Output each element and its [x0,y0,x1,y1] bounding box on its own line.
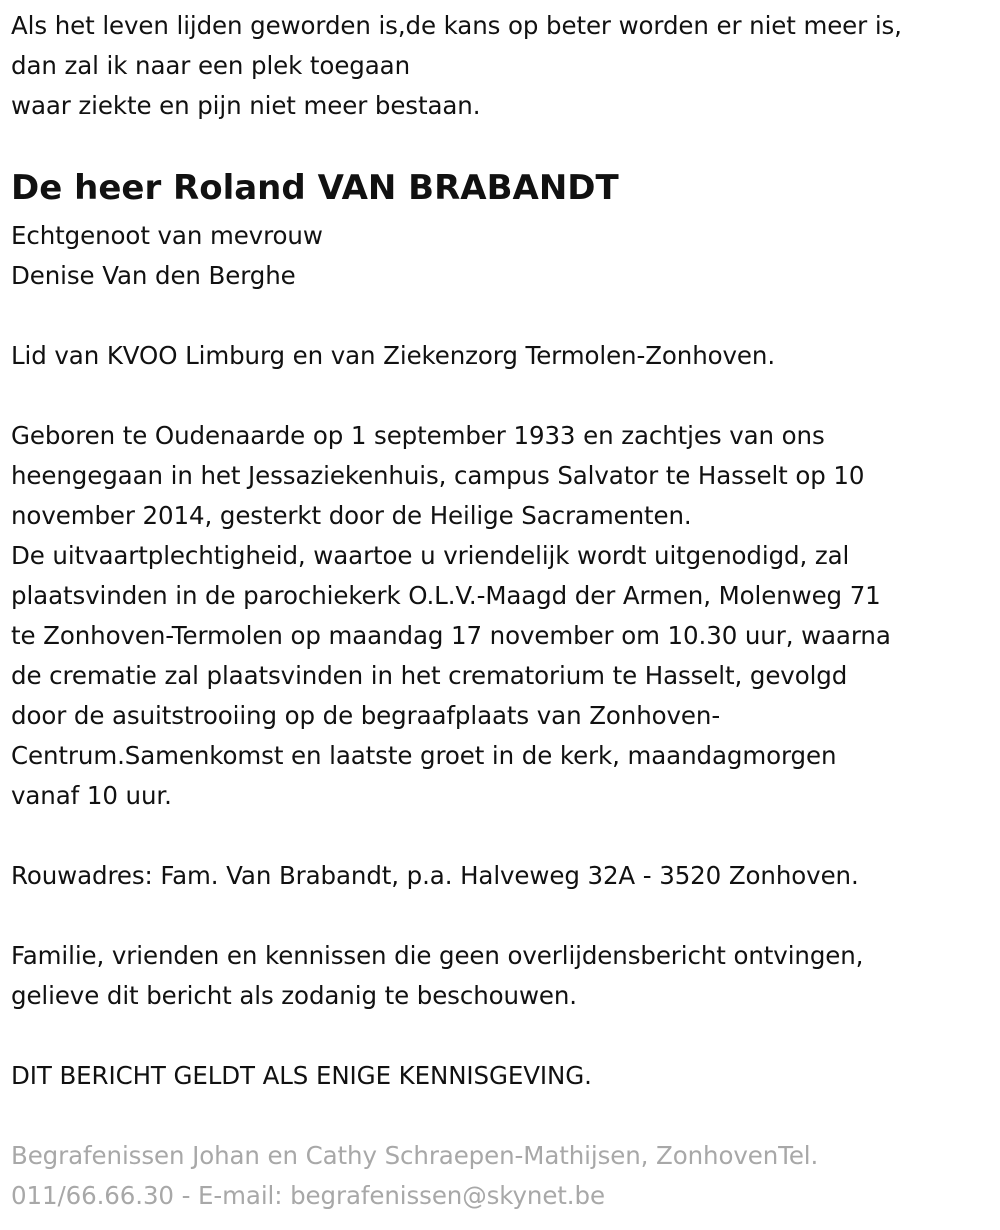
notice-line: gelieve dit bericht als zodanig te beschouwen. [11,981,577,1010]
poem-verse [11,6,985,126]
spouse-line: Denise Van den Berghe [11,261,296,290]
body-line: heengegaan in het Jessaziekenhuis, campus Salvator te Hasselt op 10 [11,461,865,490]
spouse-line: Echtgenoot van mevrouw [11,221,323,250]
footer-line: Begrafenissen Johan en Cathy Schraepen-Mathijsen, ZonhovenTel. [11,1141,819,1170]
poem-line: waar ziekte en pijn niet meer bestaan. [11,91,481,120]
body-line: vanaf 10 uur. [11,781,172,810]
spacer [11,1096,985,1136]
family-notice [11,936,985,1016]
body-line: door de asuitstrooiing op de begraafplaats van Zonhoven- [11,701,721,730]
membership-text: Lid van KVOO Limburg en van Ziekenzorg Termolen-Zonhoven. [11,341,776,370]
mourning-address: Rouwadres: Fam. Van Brabandt, p.a. Halveweg 32A - 3520 Zonhoven. [11,861,859,890]
footer-line: 011/66.66.30 - E-mail: begrafenissen@skynet.be [11,1181,605,1210]
body-line: november 2014, gesterkt door de Heilige Sacramenten. [11,501,692,530]
deceased-name-heading: De heer Roland VAN BRABANDT [11,168,619,208]
body-line: plaatsvinden in de parochiekerk O.L.V.-Maagd der Armen, Molenweg 71 [11,581,881,610]
funeral-home-footer [11,1136,985,1216]
funeral-details [11,416,985,816]
spacer [11,816,985,856]
spacer [11,376,985,416]
body-line: Geboren te Oudenaarde op 1 september 1933 en zachtjes van ons [11,421,825,450]
poem-line: dan zal ik naar een plek toegaan [11,51,410,80]
body-line: de crematie zal plaatsvinden in het crematorium te Hasselt, gevolgd [11,661,848,690]
notice-line: Familie, vrienden en kennissen die geen overlijdensbericht ontvingen, [11,941,864,970]
body-line: De uitvaartplechtigheid, waartoe u vriendelijk wordt uitgenodigd, zal [11,541,850,570]
body-line: Centrum.Samenkomst en laatste groet in de kerk, maandagmorgen [11,741,837,770]
body-line: te Zonhoven-Termolen op maandag 17 november om 10.30 uur, waarna [11,621,891,650]
spouse-info [11,216,985,296]
spacer [11,1016,985,1056]
spacer [11,296,985,336]
official-notice: DIT BERICHT GELDT ALS ENIGE KENNISGEVING. [11,1061,592,1090]
spacer [11,896,985,936]
poem-line: Als het leven lijden geworden is,de kans op beter worden er niet meer is, [11,11,902,40]
